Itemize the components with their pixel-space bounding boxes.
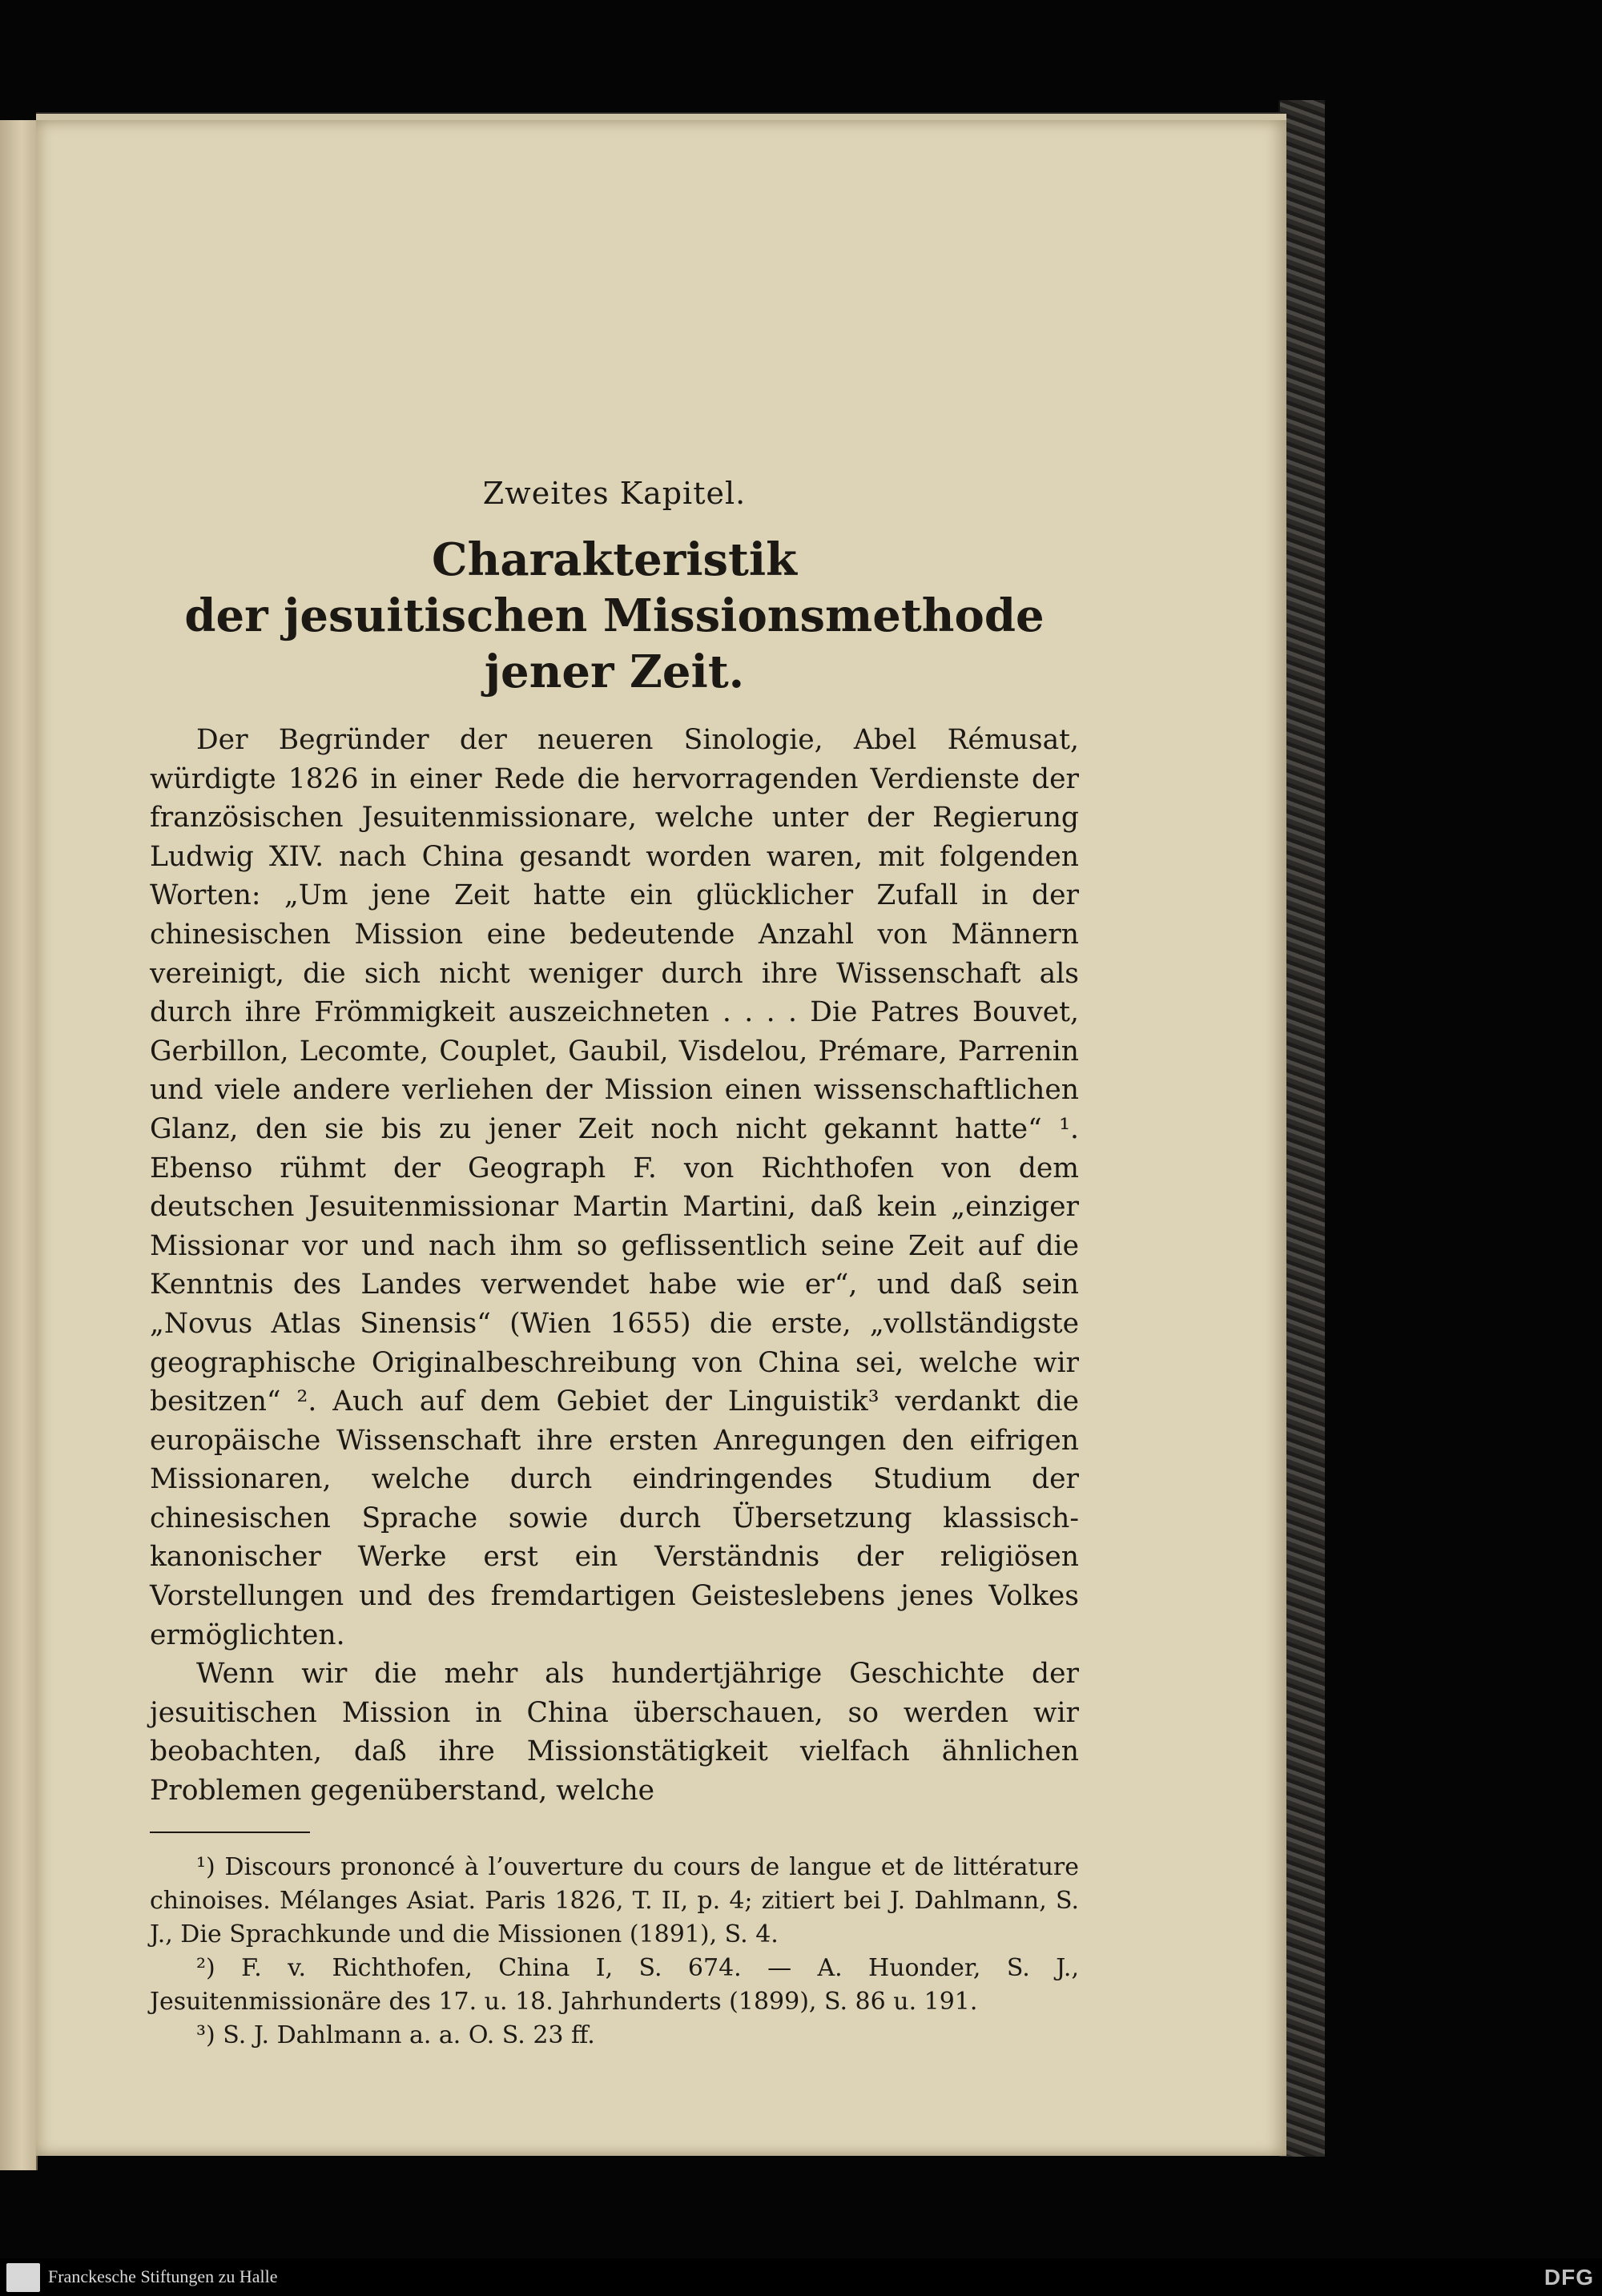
paragraph-2: Wenn wir die mehr als hundertjährige Geschichte der jesuitischen Mission in China überschauen, so werden wir beobachten, daß ihre Missionstätigkeit vielfach ähnlichen Problemen gegenüberstand, welche (150, 1658, 1079, 1807)
page-text (150, 472, 1079, 2053)
institution-name: Franckesche Stiftungen zu Halle (48, 2266, 278, 2286)
chapter-title-line1: Charakteristik (432, 533, 797, 586)
footnote-rule (150, 1832, 310, 1833)
footnote-3: ³) S. J. Dahlmann a. a. O. S. 23 ff. (196, 2021, 595, 2049)
chapter-title-line2: der jesuitischen Missionsmethode jener Zeit. (184, 589, 1045, 698)
dfg-logo: DFG (1544, 2265, 1594, 2290)
viewer-footer (0, 2258, 1602, 2296)
chapter-heading: Zweites Kapitel. (482, 476, 747, 511)
institution-logo-icon (6, 2263, 40, 2292)
footnote-1: ¹) Discours prononcé à l’ouverture du cours de langue et de littérature chinoises. Mélanges Asiat. Paris 1826, T. II, p. 4; zitiert bei J. Dahlmann, S. J., Die Sprachkunde und die Missionen (1891), S. 4. (150, 1852, 1079, 1948)
chapter-title (150, 532, 1079, 700)
paragraph-1: Der Begründer der neueren Sinologie, Abel Rémusat, würdigte 1826 in einer Rede die hervorragenden Verdienste der französischen Jesuitenmissionare, welche unter der Regierung Ludwig XIV. nach China gesandt worden waren, mit folgenden Worten: „Um jene Zeit hatte ein glücklicher Zufall in der chinesischen Mission eine bedeutende Anzahl von Männern vereinigt, die sich nicht weniger durch ihre Wissenschaft als durch ihre Frömmigkeit auszeichneten . . . . Die Patres Bouvet, Gerbillon, Lecomte, Couplet, Gaubil, Visdelou, Prémare, Parrenin und viele andere verliehen der Mission einen wissenschaftlichen Glanz, den sie bis zu jener Zeit noch nicht gekannt hatte“ ¹. Ebenso rühmt der Geograph F. von Richthofen von dem deutschen Jesuitenmissionar Martin Martini, daß kein „einziger Missionar vor und nach ihm so geflissentlich seine Zeit auf die Kenntnis des Landes verwendet habe wie er“, und daß sein „Novus Atlas Sinensis“ (Wien 1655) die erste, „vollständigste geographische Originalbeschreibung von China sei, welche wir besitzen“ ². Auch auf dem Gebiet der Linguistik³ verdankt die europäische Wissenschaft ihre ersten Anregungen den eifrigen Missionaren, welche durch eindringendes Studium der chinesischen Sprache sowie durch Übersetzung klassisch-kanonischer Werke erst ein Verständnis der religiösen Vorstellungen und des fremdartigen Geisteslebens jenes Volkes ermöglichten. (150, 724, 1079, 1651)
footnote-2: ²) F. v. Richthofen, China I, S. 674. — A. Huonder, S. J., Jesuitenmissionäre des 17. u. 18. Jahrhunderts (1899), S. 86 u. 191. (150, 1953, 1079, 2016)
book-spine-left (0, 120, 38, 2170)
